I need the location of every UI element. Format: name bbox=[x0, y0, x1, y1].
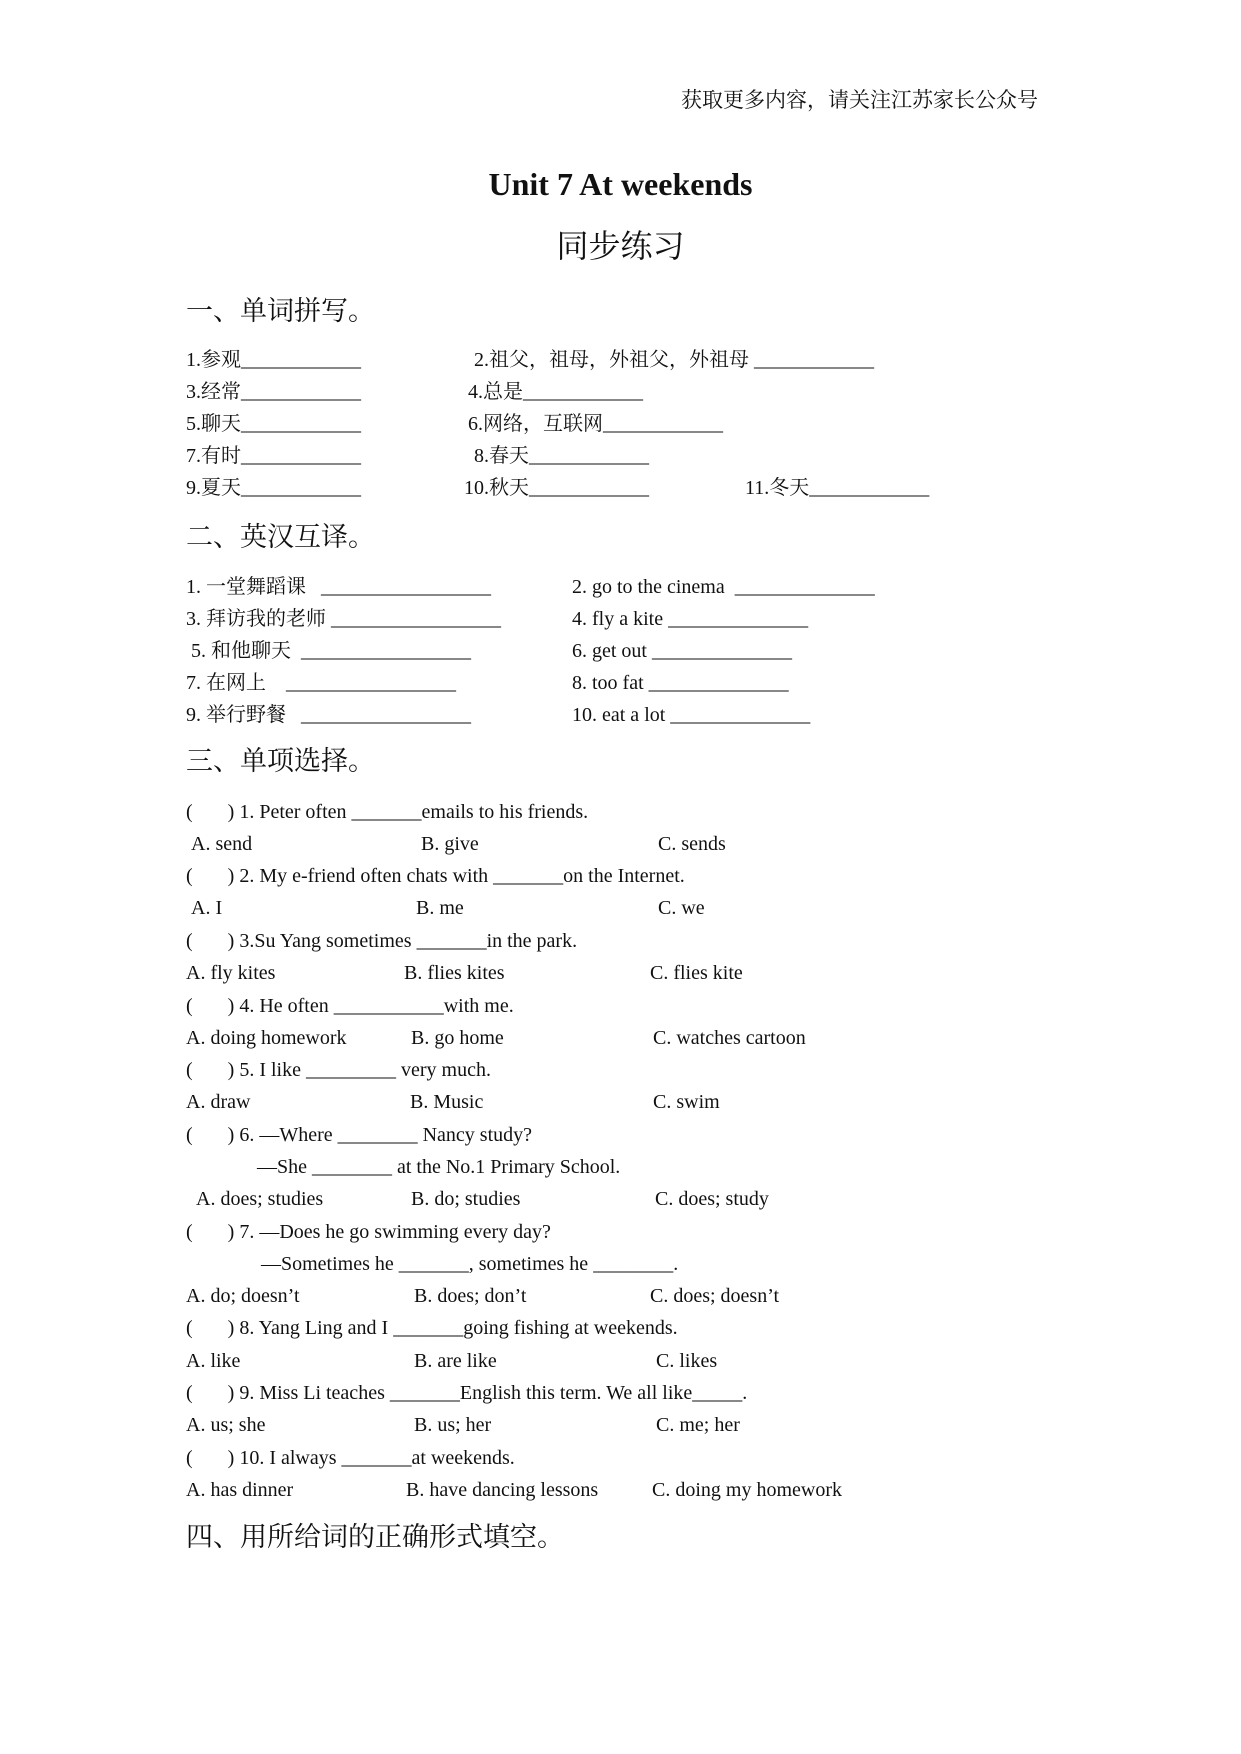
option-b: B. Music bbox=[410, 1091, 484, 1113]
translation-item: 7. 在网上 _________________ bbox=[186, 672, 456, 694]
spelling-item: 3.经常____________ bbox=[186, 381, 361, 403]
question-stem-continued: —She ________ at the No.1 Primary School. bbox=[257, 1156, 621, 1178]
question-stem: ( ) 9. Miss Li teaches _______English this term. We all like_____. bbox=[186, 1382, 748, 1404]
translation-item: 10. eat a lot ______________ bbox=[572, 704, 811, 726]
option-b: B. are like bbox=[414, 1350, 497, 1372]
option-a: A. draw bbox=[186, 1091, 251, 1113]
option-c: C. doing my homework bbox=[652, 1479, 842, 1501]
option-c: C. we bbox=[658, 897, 705, 919]
option-c: C. flies kite bbox=[650, 962, 743, 984]
option-a: A. does; studies bbox=[196, 1188, 324, 1210]
option-c: C. swim bbox=[653, 1091, 720, 1113]
question-stem: ( ) 6. —Where ________ Nancy study? bbox=[186, 1124, 533, 1146]
question-stem: ( ) 10. I always _______at weekends. bbox=[186, 1447, 515, 1469]
translation-item: 6. get out ______________ bbox=[572, 640, 792, 662]
question-stem: ( ) 1. Peter often _______emails to his friends. bbox=[186, 801, 589, 823]
question-stem: ( ) 7. —Does he go swimming every day? bbox=[186, 1221, 551, 1243]
option-b: B. me bbox=[416, 897, 464, 919]
translation-item: 9. 举行野餐 _________________ bbox=[186, 704, 471, 726]
question-stem: ( ) 3.Su Yang sometimes _______in the park. bbox=[186, 930, 578, 952]
option-b: B. us; her bbox=[414, 1414, 492, 1436]
question-stem: ( ) 4. He often ___________with me. bbox=[186, 995, 514, 1017]
section-heading-3: 三、单项选择。 bbox=[186, 746, 375, 777]
translation-item: 2. go to the cinema ______________ bbox=[572, 576, 875, 598]
question-stem: ( ) 2. My e-friend often chats with _______on the Internet. bbox=[186, 865, 685, 887]
option-a: A. doing homework bbox=[186, 1027, 347, 1049]
spelling-item: 1.参观____________ bbox=[186, 349, 361, 371]
option-b: B. do; studies bbox=[411, 1188, 521, 1210]
header-note: 获取更多内容，请关注江苏家长公众号 bbox=[681, 88, 1038, 112]
spelling-item: 5.聊天____________ bbox=[186, 413, 361, 435]
option-c: C. likes bbox=[656, 1350, 718, 1372]
option-a: A. do; doesn’t bbox=[186, 1285, 300, 1307]
spelling-item: 11.冬天____________ bbox=[745, 477, 930, 499]
option-a: A. fly kites bbox=[186, 962, 276, 984]
option-c: C. does; doesn’t bbox=[650, 1285, 780, 1307]
option-b: B. go home bbox=[411, 1027, 504, 1049]
section-heading-1: 一、单词拼写。 bbox=[186, 296, 375, 327]
option-a: A. like bbox=[186, 1350, 241, 1372]
section-heading-4: 四、用所给词的正确形式填空。 bbox=[186, 1522, 564, 1553]
option-c: C. sends bbox=[658, 833, 726, 855]
option-a: A. us; she bbox=[186, 1414, 266, 1436]
spelling-item: 9.夏天____________ bbox=[186, 477, 361, 499]
option-b: B. have dancing lessons bbox=[406, 1479, 599, 1501]
option-b: B. does; don’t bbox=[414, 1285, 527, 1307]
translation-item: 5. 和他聊天 _________________ bbox=[186, 640, 471, 662]
question-stem-continued: —Sometimes he _______, sometimes he ________. bbox=[261, 1253, 679, 1275]
spelling-item: 8.春天____________ bbox=[474, 445, 649, 467]
option-a: A. send bbox=[191, 833, 253, 855]
option-b: B. flies kites bbox=[404, 962, 505, 984]
option-a: A. has dinner bbox=[186, 1479, 294, 1501]
option-c: C. does; study bbox=[655, 1188, 769, 1210]
spelling-item: 4.总是____________ bbox=[468, 381, 643, 403]
spelling-item: 7.有时____________ bbox=[186, 445, 361, 467]
question-stem: ( ) 5. I like _________ very much. bbox=[186, 1059, 491, 1081]
translation-item: 1. 一堂舞蹈课 _________________ bbox=[186, 576, 491, 598]
option-a: A. I bbox=[191, 897, 223, 919]
page-title: Unit 7 At weekends bbox=[488, 166, 753, 202]
option-c: C. me; her bbox=[656, 1414, 740, 1436]
page-subtitle: 同步练习 bbox=[556, 227, 685, 265]
translation-item: 4. fly a kite ______________ bbox=[572, 608, 809, 630]
option-b: B. give bbox=[421, 833, 479, 855]
question-stem: ( ) 8. Yang Ling and I _______going fishing at weekends. bbox=[186, 1317, 678, 1339]
spelling-item: 10.秋天____________ bbox=[464, 477, 649, 499]
spelling-item: 2.祖父，祖母，外祖父，外祖母 ____________ bbox=[474, 349, 874, 371]
section-heading-2: 二、英汉互译。 bbox=[186, 522, 375, 553]
option-c: C. watches cartoon bbox=[653, 1027, 806, 1049]
spelling-item: 6.网络，互联网____________ bbox=[468, 413, 723, 435]
translation-item: 8. too fat ______________ bbox=[572, 672, 789, 694]
translation-item: 3. 拜访我的老师 _________________ bbox=[186, 608, 501, 630]
